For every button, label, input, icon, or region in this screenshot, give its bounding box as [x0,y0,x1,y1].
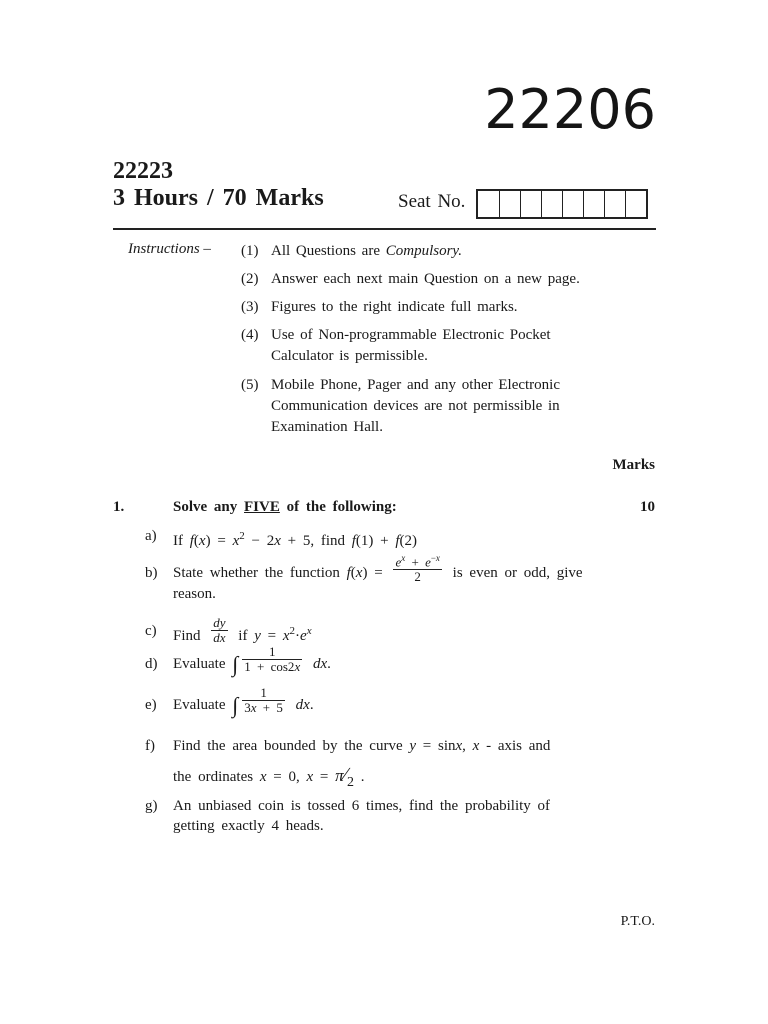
seat-label: Seat No. [398,191,466,212]
paper-code: 22206 [484,78,656,141]
marks-heading: Marks [612,457,655,473]
seat-box[interactable] [562,191,583,217]
subject-code: 22223 [113,158,173,184]
seat-number-boxes[interactable] [476,189,648,219]
seat-box[interactable] [520,191,541,217]
question-marks: 10 [640,499,655,515]
instructions-label: Instructions – [128,241,211,257]
header-rule [113,228,656,230]
seat-box[interactable] [478,191,499,217]
seat-box[interactable] [499,191,520,217]
duration-marks: 3 Hours / 70 Marks [113,185,324,211]
seat-box[interactable] [604,191,625,217]
seat-box[interactable] [583,191,604,217]
seat-box[interactable] [625,191,646,217]
question-text: Solve any FIVE of the following: [173,499,397,515]
seat-box[interactable] [541,191,562,217]
pto-label: P.T.O. [620,914,655,929]
question-number: 1. [113,499,125,515]
